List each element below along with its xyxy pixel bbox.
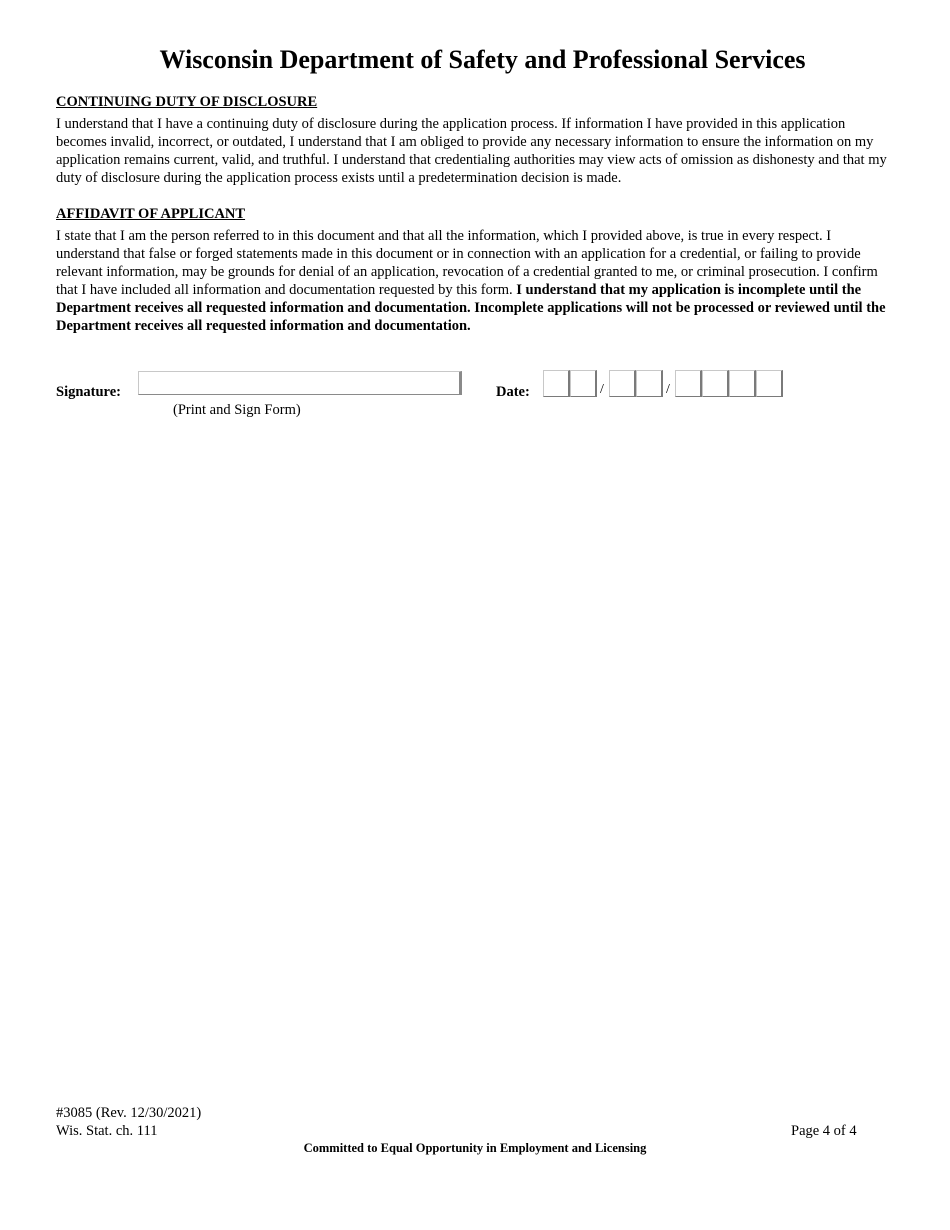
- form-number: #3085 (Rev. 12/30/2021): [56, 1105, 202, 1121]
- date-separator: /: [600, 382, 604, 397]
- statute-reference: Wis. Stat. ch. 111: [56, 1123, 158, 1139]
- affidavit-bold-statement: I understand that my application is incomplete until the Department receives all requested information and documentation. Incomplete applications will not be processed or reviewed until the Department receives all requested information and documentation.: [56, 282, 886, 334]
- page-number: Page 4 of 4: [791, 1123, 857, 1139]
- date-year-digit-4[interactable]: [756, 370, 783, 397]
- disclosure-heading: CONTINUING DUTY OF DISCLOSURE: [56, 94, 318, 110]
- affidavit-heading: AFFIDAVIT OF APPLICANT: [56, 206, 246, 222]
- date-separator: /: [666, 382, 670, 397]
- date-day-digit-1[interactable]: [609, 370, 636, 397]
- date-label: Date:: [496, 384, 530, 400]
- signature-label: Signature:: [56, 384, 121, 400]
- signature-caption: (Print and Sign Form): [173, 402, 301, 418]
- date-day-digit-2[interactable]: [636, 370, 663, 397]
- affidavit-section: [56, 205, 896, 335]
- date-month-digit-1[interactable]: [543, 370, 570, 397]
- date-month-digit-2[interactable]: [570, 370, 597, 397]
- footer-motto: Committed to Equal Opportunity in Employment and Licensing: [303, 1141, 647, 1155]
- page-title: Wisconsin Department of Safety and Professional Services: [159, 45, 806, 74]
- affidavit-text: [56, 227, 896, 335]
- affidavit-statement: I state that I am the person referred to in this document and that all the information, which I provided above, is true in every respect. I understand that false or forged statements made in this document or in connection with an application for a credential, or failing to provide relevant information, may be grounds for denial of an application, revocation of a credential granted to me, or criminal prosecution. I confirm that I have included all information and documentation requested by this form.: [56, 228, 878, 298]
- date-year-digit-3[interactable]: [729, 370, 756, 397]
- disclosure-text: I understand that I have a continuing duty of disclosure during the application process. If information I have provided in this application becomes invalid, incorrect, or outdated, I understand that I am obliged to provide any necessary information to ensure the information on my application remains current, valid, and truthful. I understand that credentialing authorities may view acts of omission as dishonesty and that my duty of disclosure during the application process exists until a predetermination decision is made.: [56, 116, 887, 186]
- signature-field[interactable]: [138, 371, 462, 395]
- disclosure-section: [56, 93, 896, 187]
- date-year-digit-1[interactable]: [675, 370, 702, 397]
- date-year-digit-2[interactable]: [702, 370, 729, 397]
